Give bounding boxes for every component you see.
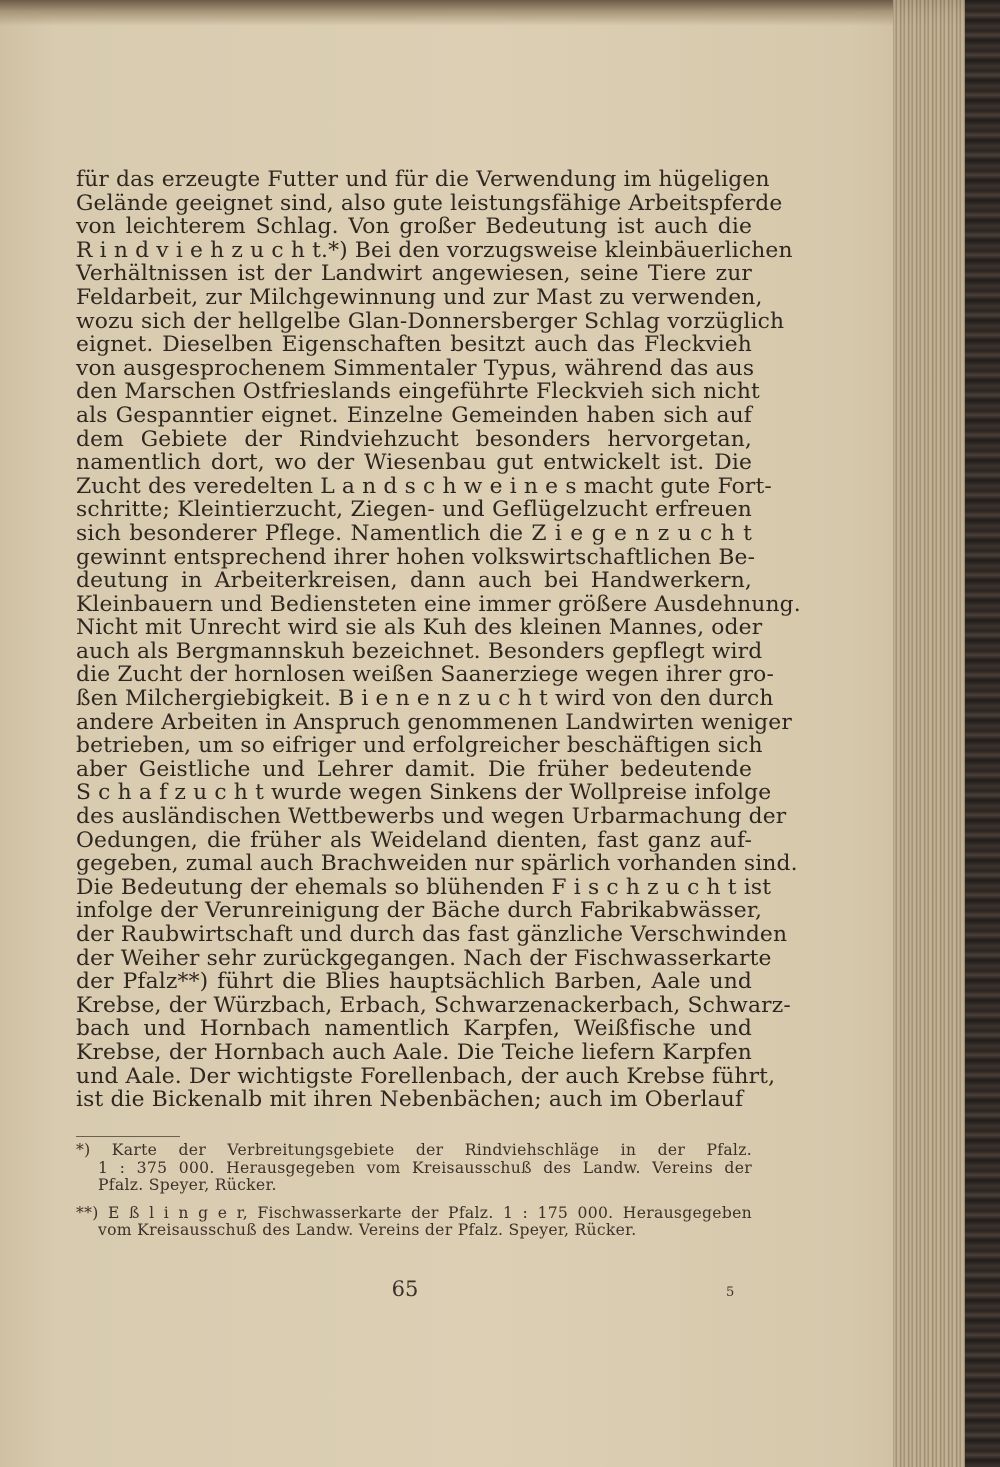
text-line: Verhältnissen ist der Landwirt angewiesen, seine Tiere zur [76, 261, 752, 287]
text-line: eignet. Dieselben Eigenschaften besitzt auch das Fleckvieh [76, 332, 752, 358]
footnote-line: *) Karte der Verbreitungsgebiete der Rindviehschläge in der Pfalz. [76, 1141, 752, 1159]
signature-mark: 5 [726, 1285, 735, 1300]
text-line: Nicht mit Unrecht wird sie als Kuh des kleinen Mannes, oder [76, 615, 763, 641]
text-line: andere Arbeiten in Anspruch genommenen Landwirten weniger [76, 709, 792, 735]
text-line: aber Geistliche und Lehrer damit. Die früher bedeutende [76, 756, 752, 782]
text-line: namentlich dort, wo der Wiesenbau gut entwickelt ist. Die [76, 450, 752, 476]
page-top-stain [0, 0, 965, 26]
footnote-line: **) E ß l i n g e r, Fischwasserkarte der Pfalz. 1 : 175 000. Herausgegeben [76, 1203, 752, 1222]
text-line: sich besonderer Pflege. Namentlich die Z i e g e n z u c h t [76, 520, 752, 546]
text-line: S c h a f z u c h t wurde wegen Sinkens der Wollpreise infolge [76, 780, 772, 806]
text-line: Zucht des veredelten L a n d s c h w e i n e s macht gute Fort- [76, 473, 772, 499]
text-line: als Gespanntier eignet. Einzelne Gemeinden haben sich auf [76, 402, 752, 428]
footnote-line: vom Kreisausschuß des Landw. Vereins der Pfalz. Speyer, Rücker. [98, 1221, 637, 1240]
text-line: ist die Bickenalb mit ihren Nebenbächen; auch im Oberlauf [76, 1087, 744, 1113]
text-line: von ausgesprochenem Simmentaler Typus, während das aus [76, 355, 755, 381]
footnote-1 [76, 1142, 752, 1195]
text-line: Krebse, der Hornbach auch Aale. Die Teiche liefern Karpfen [76, 1039, 752, 1065]
text-line: deutung in Arbeiterkreisen, dann auch bei Handwerkern, [76, 568, 752, 594]
footnote-line: 1 : 375 000. Herausgegeben vom Kreisausschuß des Landw. Vereins der [98, 1158, 752, 1177]
text-line: auch als Bergmannskuh bezeichnet. Besonders gepflegt wird [76, 638, 763, 664]
text-line: den Marschen Ostfrieslands eingeführte Fleckvieh sich nicht [76, 379, 760, 405]
text-line: R i n d v i e h z u c h t.*) Bei den vorzugsweise kleinbäuerlichen [76, 237, 793, 263]
text-line: der Raubwirtschaft und durch das fast gänzliche Verschwinden [76, 922, 788, 947]
text-line: dem Gebiete der Rindviehzucht besonders hervorgetan, [76, 426, 752, 452]
text-line: Gelände geeignet sind, also gute leistungsfähige Arbeitspferde [76, 190, 783, 216]
text-line: der Weiher sehr zurückgegangen. Nach der Fischwasserkarte [76, 945, 772, 971]
text-line: bach und Hornbach namentlich Karpfen, Weißfische und [76, 1016, 752, 1042]
text-line: für das erzeugte Futter und für die Verwendung im hügeligen [76, 167, 770, 192]
text-line: schritte; Kleintierzucht, Ziegen- und Geflügelzucht erfreuen [76, 497, 752, 523]
text-line: gewinnt entsprechend ihrer hohen volkswirtschaftlichen Be- [76, 544, 756, 570]
text-line: betrieben, um so eifriger und erfolgreicher beschäftigen sich [76, 733, 763, 759]
text-line: wozu sich der hellgelbe Glan-Donnersberger Schlag vorzüglich [76, 308, 785, 334]
footnote-rule [76, 1136, 180, 1137]
text-line: ßen Milchergiebigkeit. B i e n e n z u c h t wird von den durch [76, 686, 774, 712]
text-line: des ausländischen Wettbewerbs und wegen Urbarmachung der [76, 804, 787, 830]
footnotes [76, 1142, 752, 1240]
text-line: gegeben, zumal auch Brachweiden nur spärlich vorhanden sind. [76, 851, 798, 877]
text-line: Feldarbeit, zur Milchgewinnung und zur Mast zu verwenden, [76, 284, 763, 310]
page-number: 65 [391, 1277, 419, 1301]
page-edges [893, 0, 965, 1467]
text-line: Kleinbauern und Bediensteten eine immer größere Ausdehnung. [76, 591, 801, 617]
text-line: infolge der Verunreinigung der Bäche durch Fabrikabwässer, [76, 898, 763, 924]
text-line: Die Bedeutung der ehemals so blühenden F i s c h z u c h t ist [76, 874, 772, 900]
text-line: der Pfalz**) führt die Blies hauptsächlich Barben, Aale und [76, 969, 752, 995]
text-line: Krebse, der Würzbach, Erbach, Schwarzenackerbach, Schwarz- [76, 992, 791, 1018]
footnote-line: Pfalz. Speyer, Rücker. [98, 1176, 277, 1195]
book-binding [965, 0, 1000, 1467]
text-line: die Zucht der hornlosen weißen Saanerziege wegen ihrer gro- [76, 662, 774, 688]
text-line: Oedungen, die früher als Weideland dienten, fast ganz auf- [76, 827, 752, 853]
body-text [76, 167, 801, 1113]
text-line: von leichterem Schlag. Von großer Bedeutung ist auch die [76, 214, 752, 240]
footnote-2 [76, 1205, 752, 1240]
text-line: und Aale. Der wichtigste Forellenbach, der auch Krebse führt, [76, 1063, 776, 1089]
